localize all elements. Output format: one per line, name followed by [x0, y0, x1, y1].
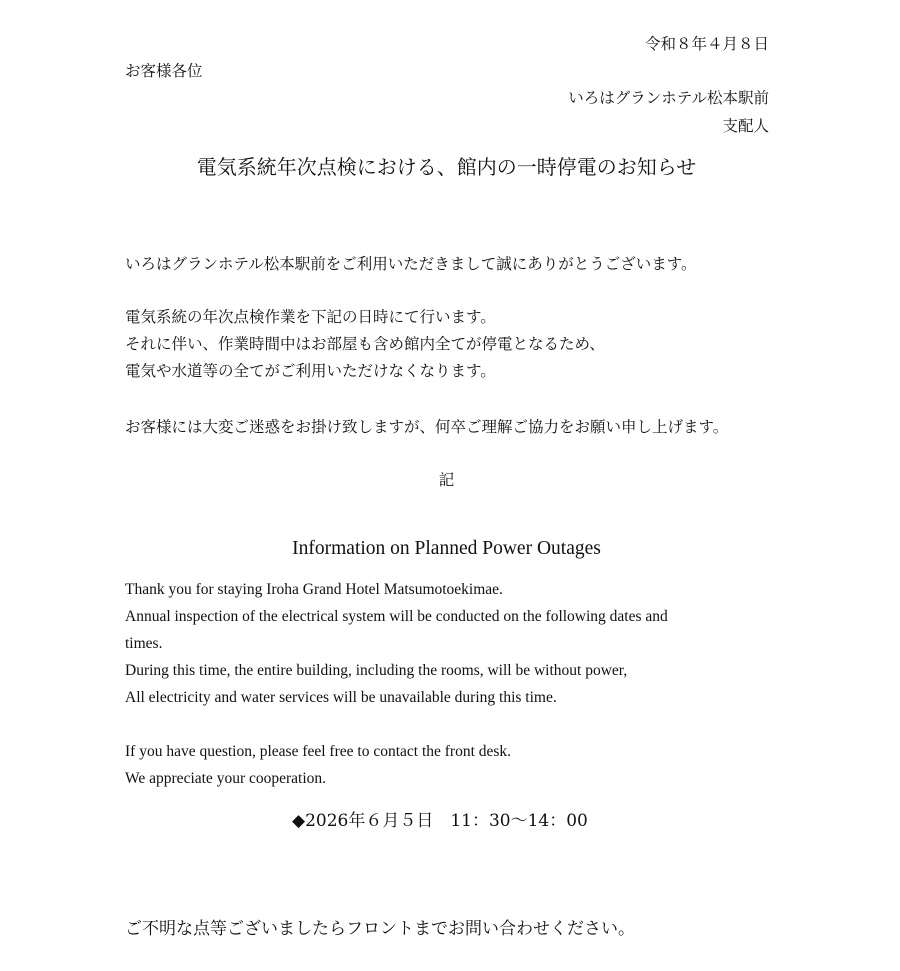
body-jp-line: それに伴い、作業時間中はお部屋も含め館内全てが停電となるため、	[125, 335, 605, 353]
body-en-line: All electricity and water services will be unavailable during this time.	[125, 689, 557, 706]
addressee: お客様各位	[125, 62, 203, 80]
sender-hotel: いろはグランホテル松本駅前	[568, 89, 769, 107]
body-jp-line: いろはグランホテル松本駅前をご利用いただきまして誠にありがとうございます。	[125, 255, 697, 273]
body-jp-line: 電気系統の年次点検作業を下記の日時にて行います。	[125, 308, 496, 326]
body-en-line: We appreciate your cooperation.	[125, 770, 327, 787]
body-en-line: times.	[125, 635, 163, 652]
ki-mark: 記	[438, 471, 455, 489]
sender-title: 支配人	[722, 117, 769, 135]
body-en-line: If you have question, please feel free to contact the front desk.	[125, 743, 512, 760]
body-en-line: Thank you for staying Iroha Grand Hotel Matsumotoekimae.	[125, 581, 503, 598]
notice-date: 令和８年４月８日	[644, 35, 769, 53]
body-en-line: During this time, the entire building, including the rooms, will be without power,	[125, 662, 628, 679]
outage-schedule: ◆2026年６月５日 11：30〜14：00	[292, 811, 588, 831]
notice-title-jp: 電気系統年次点検における、館内の一時停電のお知らせ	[196, 155, 697, 179]
body-jp-line: 電気や水道等の全てがご利用いただけなくなります。	[125, 362, 496, 380]
body-jp-line: お客様には大変ご迷惑をお掛け致しますが、何卒ご理解ご協力をお願い申し上げます。	[125, 418, 729, 436]
footer-jp: ご不明な点等ございましたらフロントまでお問い合わせください。	[125, 919, 635, 939]
notice-title-en: Information on Planned Power Outages	[292, 538, 601, 559]
body-en-line: Annual inspection of the electrical system will be conducted on the following dates and	[125, 608, 668, 625]
